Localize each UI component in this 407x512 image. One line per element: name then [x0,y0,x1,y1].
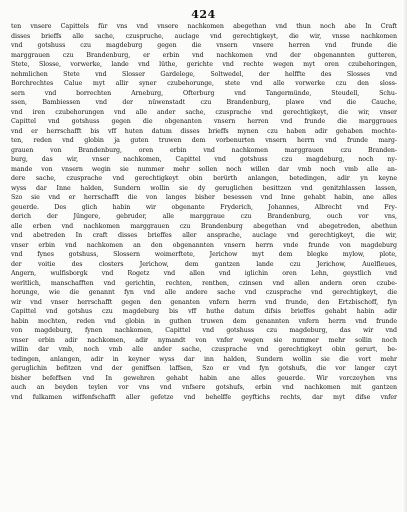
text-line: vnd fynes gotshuss, Slossern woimerftete, Jerichow myt dem blegke mylow, plote, [11,251,397,258]
text-line: mande von vnsern wegin sie nummer mehr sollen noch willen dar vmb noch vmb alle an- [11,165,397,173]
text-line: nehmlichen Stete vnd Slosser Gardelege, Soltwedel, der helffte des Slosses vnd [11,70,397,78]
text-line: wir vnd vnser herrschafft gegen den genanten vnfern herrn vnd frunde, den Ertzbischoff, fyn [11,298,397,306]
text-line: vnd er herrschafft bis vff huten datum disses brieffs mynen czu haben adir gehaben mochte- [11,127,397,135]
text-line: vnser erbin vnd nachkomen an den obgenannten vnsern herrn vnde frunde von magdeburg [11,241,397,249]
page-number: 424 [191,8,216,21]
text-line: vnd iren czubehorungen vnd alle ander sache, czusprache vnd gerechtigkeyt, die wir, vnser [11,108,397,116]
text-line: sern vnd borrechten Arneburg, Ofterburg vnd Tangermünde, Steudell, Schu- [11,89,397,97]
text-line: willin dar vmb, noch vmb alle ander sache, czusprache vnd gerechtigkeyt obin gerurt, be- [11,346,397,353]
text-line: geuerde. Des glich habin wir obgenante Fryderich, Johannes, Albrecht vnd Fry- [11,203,397,211]
text-line: von magdeburg, fynen nachkomen, Capittel vnd gotshuss czu magdeburg, das wir vnd [11,327,397,334]
text-line: Capittel vnd gotshus czu magdeburg bis vff huthe datum difsis brieffes gehabt habin adir [11,308,397,315]
text-line: burg, das wir, vnser nachkomen, Capittel vnd gotshuss czu magdeburg, noch ny- [11,156,397,163]
body-text [11,22,397,402]
text-line: Capittel vnd gotshuss gegen die obgenanten vnsern herren vnd frunde die marggraues [11,118,397,125]
text-line: ssen, Bambiessen vnd der nüwenstadt czu Brandenburg, plawe vnd die Cauche, [11,99,397,106]
text-line: ten vnsere Capittels für vns vnd vnsere nachkomen abegethan vnd thun noch abe In Craft [11,23,397,30]
text-line: vnd gotshuss czu magdeburg gegen die vnsern vnsere herren vnd frunde die [11,42,397,49]
text-line: vnd fulkamen wiffenfschafft aller gefetze vnd behelffe geyftichs rechts, dar myt difse vnfer [11,393,397,401]
text-line: disses brieffs alle sache, czuspruche, auclage vnd gerechtigkeyt, die wir, vnsse nachkomen [11,32,397,40]
text-line: Stete, Slosse, vorwerke, lande vnd lüthe, gerichte vnd rechte wegen myt oren czubehoringen, [11,61,397,68]
text-line: Borchrechtes Calue myt allir syner czubehorunge, stete vnd alle vorwerke czu den sloss- [11,80,397,87]
text-line: wyss dar Inne halden, Sundern wollin sie dy geruglichen besittzen vnd genitzhlassen lassen, [11,184,397,192]
text-line: marggrauen czu Brandenburg, er erbin vnd nachkomen vnd der obgenannten gutteren, [11,51,397,59]
text-line: horunge, wie die genannt fyn vnd alle andere sache vnd czusprache vnd gerechtigkeyt, die [11,289,397,296]
text-line: bisher befeffsen vnd In gewehren gehabt habin ane alles geuerde. Wir vorczeyhen vns [11,374,397,382]
text-line: dere sache, czusprache vnd gerechtigkeyt obin berürth anlangen, betedingen, adir yn keyne [11,175,397,182]
text-line: auch an beyden teylen vor vns vnd vnfsere gotshufs, erbin vnd nachkomen mit gantzen [11,384,397,391]
text-line: vnser erbin adir nachkomen, adir nymandt von vnfer wegen sie nummer mehr sollin noch [11,336,397,344]
text-line: ten, reden vnd globin ja guten truwen dem vorbenurten vnsern herrn vnd frunde marg- [11,137,397,144]
text-line: derich der Jüngere, gebruder, alle marggraue czu Brandenburg, ouch vor vns, [11,213,397,220]
text-line: der voitie des closters Jerichow, dem gantzen lande czu Jerichow, Auelfleues, [11,260,397,268]
text-line: werltlich, manschafften vnd gerichtin, rechten, renthen, czinsen vnd allen andern oren czube- [11,279,397,287]
text-line: tedingen, anlangen, adir in keyner wyss dar inn halden, Sundern wollin sie die vort mehr [11,355,397,363]
text-line: geruglichin befitzen vnd der geniffsen laffsen, Szo er vnd fyn gotshufs, die vor langer czyt [11,365,397,372]
text-line: vnd abetreden In craft disses brieffes aller ansprache, auclage vnd gerechtigkeyt, die wir, [11,232,397,239]
text-line: grauen von Brandenburg, oren erbin vnd nachkomen marggrauen czu Branden- [11,146,397,154]
text-line: Szo sie vnd er herrschafft die von langes bisher besessen vnd Inne gehabt habin, ane alles [11,194,397,201]
text-line: Angern, wulfisborgk vnd Rogetz vnd allen vnd iglichin oren Lehn, geystlich vnd [11,270,397,277]
text-line: alle erben vnd nachkomen marggrauen czu Brandenburg abegethan vnd abegetreden, abethun [11,222,397,230]
text-line: habin mochten, reden vnd globin in guthen truwen dem genannten vnfern herrn vnd frunde [11,317,397,325]
